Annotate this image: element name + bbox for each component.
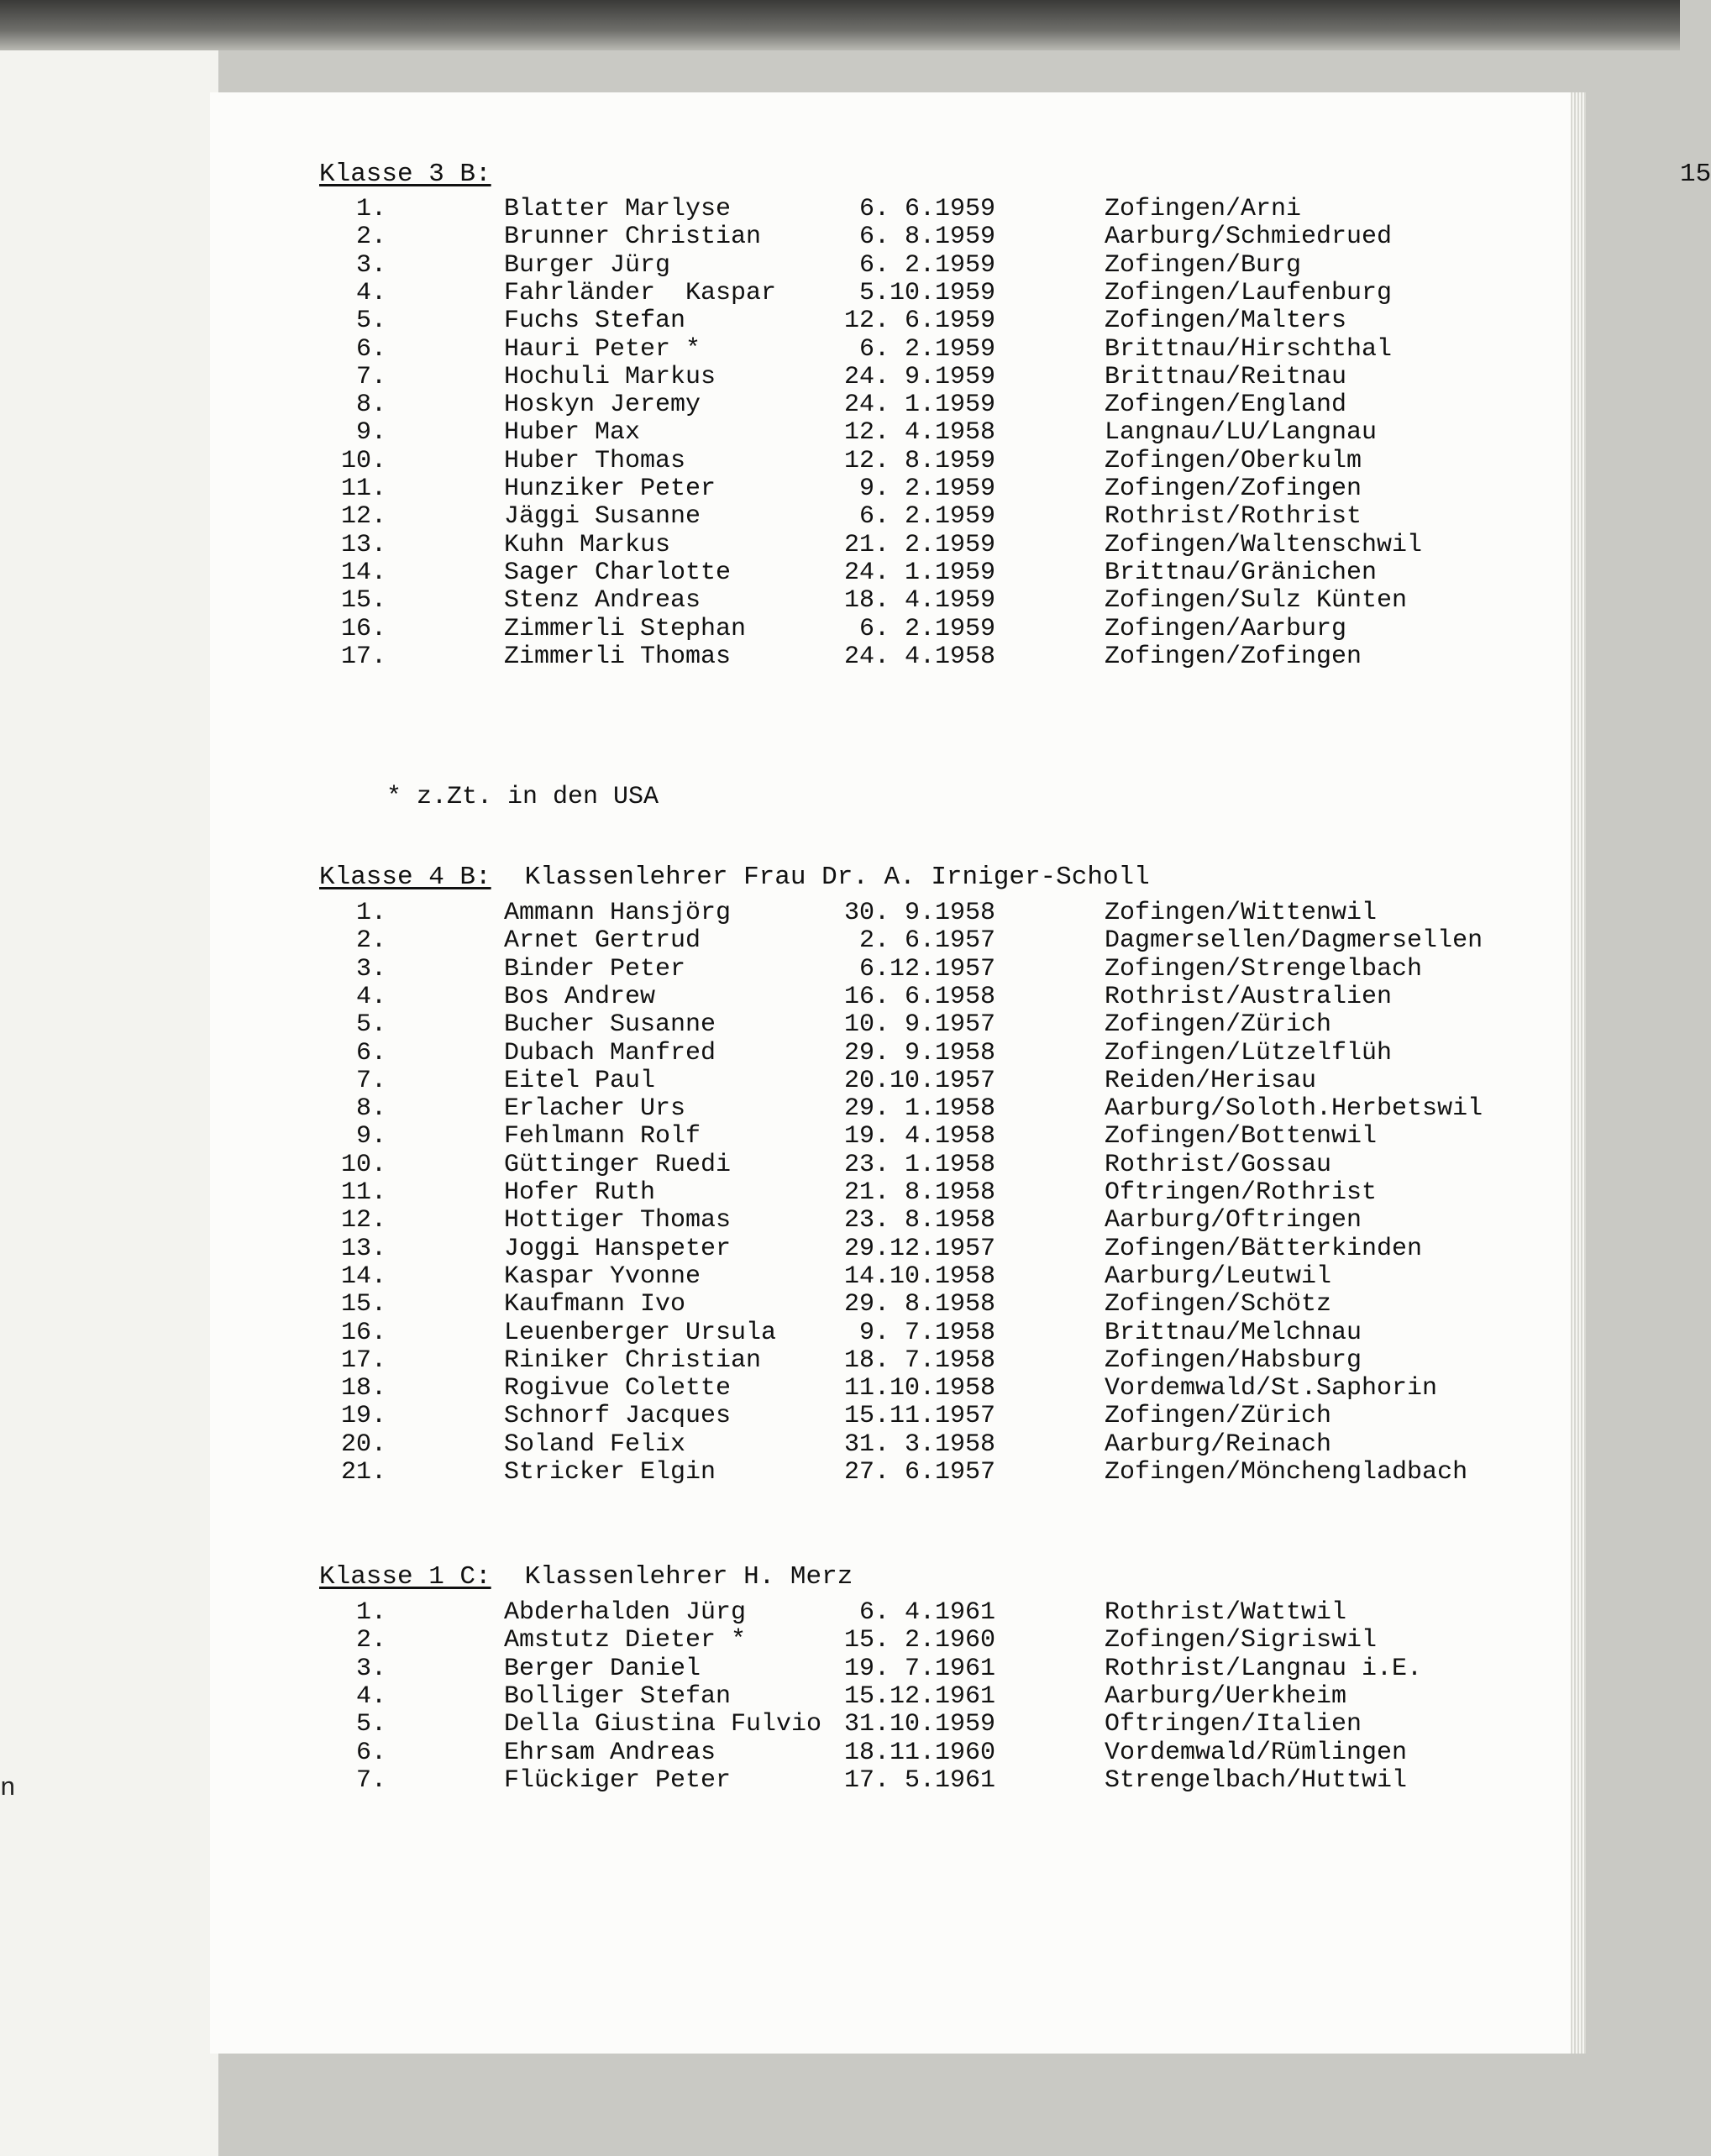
student-name: Zimmerli Thomas bbox=[504, 642, 732, 671]
student-row bbox=[328, 1039, 1546, 1068]
birth-date: 31. 3.1958 bbox=[843, 1429, 995, 1459]
student-row bbox=[328, 586, 1546, 615]
student-row bbox=[328, 475, 1546, 503]
student-number: 1. bbox=[355, 1598, 386, 1627]
student-number: 9. bbox=[355, 418, 386, 448]
birth-date: 19. 4.1958 bbox=[843, 1122, 995, 1151]
section-heading bbox=[319, 1562, 853, 1592]
birth-date: 12. 4.1958 bbox=[843, 418, 995, 448]
birth-date: 24. 1.1959 bbox=[843, 391, 995, 420]
birth-date: 24. 1.1959 bbox=[843, 558, 995, 587]
student-name: Arnet Gertrud bbox=[504, 926, 701, 956]
student-name: Flückiger Peter bbox=[504, 1765, 732, 1795]
section-heading bbox=[319, 863, 1150, 892]
student-number: 20. bbox=[340, 1429, 386, 1459]
birth-date: 15. 2.1960 bbox=[843, 1626, 995, 1655]
birth-date: 9. 2.1959 bbox=[858, 475, 995, 503]
student-row bbox=[328, 926, 1546, 955]
residence-origin: Oftringen/Rothrist bbox=[1105, 1178, 1378, 1207]
student-row bbox=[328, 251, 1546, 280]
student-name: Hauri Peter * bbox=[504, 334, 701, 364]
student-number: 2. bbox=[355, 926, 386, 956]
residence-origin: Zofingen/Sulz Künten bbox=[1105, 586, 1408, 616]
student-name: Leuenberger Ursula bbox=[504, 1318, 777, 1347]
student-row bbox=[328, 1402, 1546, 1430]
residence-origin: Zofingen/Habsburg bbox=[1105, 1346, 1362, 1375]
student-name: Burger Jürg bbox=[504, 250, 671, 280]
birth-date: 6.12.1957 bbox=[858, 954, 995, 984]
student-name: Kuhn Markus bbox=[504, 530, 671, 559]
birth-date: 15.12.1961 bbox=[843, 1681, 995, 1711]
birth-date: 29. 9.1958 bbox=[843, 1038, 995, 1068]
student-name: Berger Daniel bbox=[504, 1654, 701, 1683]
student-name: Stenz Andreas bbox=[504, 586, 701, 616]
student-number: 16. bbox=[340, 1318, 386, 1347]
student-number: 18. bbox=[340, 1374, 386, 1403]
student-name: Ammann Hansjörg bbox=[504, 899, 732, 927]
birth-date: 12. 6.1959 bbox=[843, 307, 995, 336]
birth-date: 24. 9.1959 bbox=[843, 362, 995, 391]
facing-page-text-fragment: n bbox=[0, 1774, 16, 1803]
student-name: Huber Thomas bbox=[504, 446, 686, 475]
student-name: Hottiger Thomas bbox=[504, 1206, 732, 1235]
student-name: Bos Andrew bbox=[504, 982, 656, 1011]
residence-origin: Brittnau/Gränichen bbox=[1105, 558, 1378, 587]
student-row bbox=[328, 1235, 1546, 1263]
residence-origin: Brittnau/Reitnau bbox=[1105, 362, 1347, 391]
student-name: Bucher Susanne bbox=[504, 1010, 716, 1040]
birth-date: 31.10.1959 bbox=[843, 1710, 995, 1739]
birth-date: 19. 7.1961 bbox=[843, 1654, 995, 1683]
birth-date: 18. 7.1958 bbox=[843, 1346, 995, 1375]
birth-date: 9. 7.1958 bbox=[858, 1318, 995, 1347]
residence-origin: Brittnau/Hirschthal bbox=[1105, 334, 1393, 364]
student-number: 3. bbox=[355, 954, 386, 984]
student-number: 5. bbox=[355, 1010, 386, 1040]
class-label: Klasse 4 B: bbox=[319, 863, 491, 892]
student-number: 15. bbox=[340, 586, 386, 616]
birth-date: 18. 4.1959 bbox=[843, 586, 995, 616]
student-number: 1. bbox=[355, 899, 386, 927]
birth-date: 5.10.1959 bbox=[858, 278, 995, 307]
student-number: 14. bbox=[340, 558, 386, 587]
residence-origin: Aarburg/Leutwil bbox=[1105, 1262, 1332, 1291]
birth-date: 24. 4.1958 bbox=[843, 642, 995, 671]
student-number: 6. bbox=[355, 334, 386, 364]
student-name: Soland Felix bbox=[504, 1429, 686, 1459]
student-name: Rogivue Colette bbox=[504, 1374, 732, 1403]
student-row bbox=[328, 223, 1546, 251]
residence-origin: Strengelbach/Huttwil bbox=[1105, 1765, 1408, 1795]
birth-date: 29.12.1957 bbox=[843, 1234, 995, 1263]
student-name: Della Giustina Fulvio bbox=[504, 1710, 822, 1739]
student-row bbox=[328, 418, 1546, 447]
student-row bbox=[328, 1374, 1546, 1403]
student-name: Fuchs Stefan bbox=[504, 307, 686, 336]
student-number: 14. bbox=[340, 1262, 386, 1291]
birth-date: 6. 2.1959 bbox=[858, 614, 995, 643]
student-name: Abderhalden Jürg bbox=[504, 1598, 747, 1627]
birth-date: 6. 8.1959 bbox=[858, 223, 995, 252]
student-name: Hofer Ruth bbox=[504, 1178, 656, 1207]
residence-origin: Rothrist/Gossau bbox=[1105, 1150, 1332, 1179]
student-number: 6. bbox=[355, 1738, 386, 1767]
student-row bbox=[328, 1151, 1546, 1179]
residence-origin: Dagmersellen/Dagmersellen bbox=[1105, 926, 1483, 956]
birth-date: 6. 4.1961 bbox=[858, 1598, 995, 1627]
student-row bbox=[328, 1290, 1546, 1319]
student-row bbox=[328, 1682, 1546, 1711]
birth-date: 23. 8.1958 bbox=[843, 1206, 995, 1235]
student-row bbox=[328, 983, 1546, 1011]
student-row bbox=[328, 1346, 1546, 1375]
birth-date: 21. 8.1958 bbox=[843, 1178, 995, 1207]
residence-origin: Zofingen/Oberkulm bbox=[1105, 446, 1362, 475]
student-name: Brunner Christian bbox=[504, 223, 762, 252]
residence-origin: Rothrist/Wattwil bbox=[1105, 1598, 1347, 1627]
section-heading bbox=[319, 160, 525, 189]
birth-date: 29. 1.1958 bbox=[843, 1094, 995, 1124]
student-name: Joggi Hanspeter bbox=[504, 1234, 732, 1263]
birth-date: 12. 8.1959 bbox=[843, 446, 995, 475]
student-row bbox=[328, 1094, 1546, 1123]
student-number: 8. bbox=[355, 391, 386, 420]
residence-origin: Zofingen/Zürich bbox=[1105, 1402, 1332, 1431]
residence-origin: Zofingen/Strengelbach bbox=[1105, 954, 1423, 984]
student-row bbox=[328, 335, 1546, 364]
student-name: Kaspar Yvonne bbox=[504, 1262, 701, 1291]
student-number: 7. bbox=[355, 1066, 386, 1095]
student-number: 8. bbox=[355, 1094, 386, 1124]
student-name: Hoskyn Jeremy bbox=[504, 391, 701, 420]
student-number: 9. bbox=[355, 1122, 386, 1151]
student-name: Fahrländer Kaspar bbox=[504, 278, 777, 307]
residence-origin: Zofingen/Zürich bbox=[1105, 1010, 1332, 1040]
residence-origin: Brittnau/Melchnau bbox=[1105, 1318, 1362, 1347]
student-number: 4. bbox=[355, 278, 386, 307]
student-number: 10. bbox=[340, 1150, 386, 1179]
residence-origin: Zofingen/Wittenwil bbox=[1105, 899, 1378, 927]
birth-date: 10. 9.1957 bbox=[843, 1010, 995, 1040]
student-name: Amstutz Dieter * bbox=[504, 1626, 747, 1655]
residence-origin: Zofingen/Bätterkinden bbox=[1105, 1234, 1423, 1263]
student-row bbox=[328, 1598, 1546, 1627]
birth-date: 17. 5.1961 bbox=[843, 1765, 995, 1795]
birth-date: 6. 2.1959 bbox=[858, 250, 995, 280]
student-row bbox=[328, 531, 1546, 559]
student-name: Güttinger Ruedi bbox=[504, 1150, 732, 1179]
student-row bbox=[328, 391, 1546, 419]
student-row bbox=[328, 1626, 1546, 1655]
student-name: Blatter Marlyse bbox=[504, 195, 732, 223]
student-number: 12. bbox=[340, 502, 386, 532]
residence-origin: Langnau/LU/Langnau bbox=[1105, 418, 1378, 448]
student-row bbox=[328, 502, 1546, 531]
student-number: 13. bbox=[340, 530, 386, 559]
residence-origin: Aarburg/Schmiedrued bbox=[1105, 223, 1393, 252]
student-number: 2. bbox=[355, 223, 386, 252]
student-name: Hochuli Markus bbox=[504, 362, 716, 391]
student-row bbox=[328, 1430, 1546, 1459]
document-page bbox=[210, 92, 1711, 2054]
residence-origin: Oftringen/Italien bbox=[1105, 1710, 1362, 1739]
residence-origin: Reiden/Herisau bbox=[1105, 1066, 1317, 1095]
class-teacher: Klassenlehrer H. Merz bbox=[524, 1562, 853, 1592]
student-row bbox=[328, 955, 1546, 984]
residence-origin: Zofingen/Zofingen bbox=[1105, 475, 1362, 503]
student-number: 2. bbox=[355, 1626, 386, 1655]
student-name: Bolliger Stefan bbox=[504, 1681, 732, 1711]
student-name: Dubach Manfred bbox=[504, 1038, 716, 1068]
birth-date: 27. 6.1957 bbox=[843, 1458, 995, 1487]
student-row bbox=[328, 615, 1546, 643]
residence-origin: Rothrist/Rothrist bbox=[1105, 502, 1362, 532]
student-number: 17. bbox=[340, 1346, 386, 1375]
student-number: 3. bbox=[355, 1654, 386, 1683]
residence-origin: Zofingen/Laufenburg bbox=[1105, 278, 1393, 307]
student-name: Binder Peter bbox=[504, 954, 686, 984]
student-row bbox=[328, 1206, 1546, 1235]
residence-origin: Zofingen/Mönchengladbach bbox=[1105, 1458, 1468, 1487]
student-row bbox=[328, 1319, 1546, 1347]
student-number: 16. bbox=[340, 614, 386, 643]
student-row bbox=[328, 1178, 1546, 1207]
birth-date: 29. 8.1958 bbox=[843, 1290, 995, 1319]
student-number: 5. bbox=[355, 1710, 386, 1739]
residence-origin: Zofingen/Waltenschwil bbox=[1105, 530, 1423, 559]
student-name: Stricker Elgin bbox=[504, 1458, 716, 1487]
student-name: Zimmerli Stephan bbox=[504, 614, 747, 643]
birth-date: 16. 6.1958 bbox=[843, 982, 995, 1011]
student-row bbox=[328, 559, 1546, 587]
facing-page bbox=[0, 50, 218, 2156]
student-number: 21. bbox=[340, 1458, 386, 1487]
residence-origin: Vordemwald/St.Saphorin bbox=[1105, 1374, 1438, 1403]
student-row bbox=[328, 307, 1546, 335]
student-number: 12. bbox=[340, 1206, 386, 1235]
scan-border bbox=[0, 0, 1680, 50]
student-name: Huber Max bbox=[504, 418, 641, 448]
student-name: Fehlmann Rolf bbox=[504, 1122, 701, 1151]
student-number: 11. bbox=[340, 1178, 386, 1207]
student-row bbox=[328, 1010, 1546, 1039]
class-label: Klasse 3 B: bbox=[319, 160, 491, 189]
student-name: Ehrsam Andreas bbox=[504, 1738, 716, 1767]
birth-date: 14.10.1958 bbox=[843, 1262, 995, 1291]
student-number: 7. bbox=[355, 362, 386, 391]
residence-origin: Zofingen/Malters bbox=[1105, 307, 1347, 336]
student-row bbox=[328, 363, 1546, 391]
residence-origin: Aarburg/Reinach bbox=[1105, 1429, 1332, 1459]
student-name: Erlacher Urs bbox=[504, 1094, 686, 1124]
student-number: 7. bbox=[355, 1765, 386, 1795]
student-number: 11. bbox=[340, 475, 386, 503]
student-row bbox=[328, 1710, 1546, 1739]
student-row bbox=[328, 1122, 1546, 1151]
student-number: 4. bbox=[355, 982, 386, 1011]
student-name: Eitel Paul bbox=[504, 1066, 656, 1095]
residence-origin: Rothrist/Australien bbox=[1105, 982, 1393, 1011]
birth-date: 2. 6.1957 bbox=[858, 926, 995, 956]
student-row bbox=[328, 899, 1546, 927]
student-name: Hunziker Peter bbox=[504, 475, 716, 503]
student-name: Sager Charlotte bbox=[504, 558, 732, 587]
residence-origin: Zofingen/Sigriswil bbox=[1105, 1626, 1378, 1655]
student-row bbox=[328, 447, 1546, 475]
student-row bbox=[328, 1655, 1546, 1683]
residence-origin: Vordemwald/Rümlingen bbox=[1105, 1738, 1408, 1767]
student-number: 15. bbox=[340, 1290, 386, 1319]
residence-origin: Aarburg/Soloth.Herbetswil bbox=[1105, 1094, 1483, 1124]
class-teacher: Klassenlehrer Frau Dr. A. Irniger-Scholl bbox=[524, 863, 1150, 892]
birth-date: 15.11.1957 bbox=[843, 1402, 995, 1431]
page-number: 15 bbox=[1680, 160, 1711, 189]
student-number: 10. bbox=[340, 446, 386, 475]
student-row bbox=[328, 1739, 1546, 1767]
student-row bbox=[328, 195, 1546, 223]
student-row bbox=[328, 1262, 1546, 1291]
student-number: 6. bbox=[355, 1038, 386, 1068]
residence-origin: Zofingen/Arni bbox=[1105, 195, 1302, 223]
birth-date: 6. 2.1959 bbox=[858, 334, 995, 364]
residence-origin: Zofingen/Lützelflüh bbox=[1105, 1038, 1393, 1068]
birth-date: 30. 9.1958 bbox=[843, 899, 995, 927]
student-name: Jäggi Susanne bbox=[504, 502, 701, 532]
residence-origin: Aarburg/Uerkheim bbox=[1105, 1681, 1347, 1711]
student-number: 4. bbox=[355, 1681, 386, 1711]
birth-date: 11.10.1958 bbox=[843, 1374, 995, 1403]
birth-date: 23. 1.1958 bbox=[843, 1150, 995, 1179]
footnote: * z.Zt. in den USA bbox=[386, 783, 659, 811]
student-name: Kaufmann Ivo bbox=[504, 1290, 686, 1319]
residence-origin: Rothrist/Langnau i.E. bbox=[1105, 1654, 1423, 1683]
student-row bbox=[328, 1458, 1546, 1487]
residence-origin: Zofingen/Burg bbox=[1105, 250, 1302, 280]
residence-origin: Zofingen/England bbox=[1105, 391, 1347, 420]
birth-date: 21. 2.1959 bbox=[843, 530, 995, 559]
residence-origin: Zofingen/Schötz bbox=[1105, 1290, 1332, 1319]
student-name: Riniker Christian bbox=[504, 1346, 762, 1375]
residence-origin: Zofingen/Zofingen bbox=[1105, 642, 1362, 671]
student-row bbox=[328, 1766, 1546, 1795]
residence-origin: Zofingen/Bottenwil bbox=[1105, 1122, 1378, 1151]
residence-origin: Aarburg/Oftringen bbox=[1105, 1206, 1362, 1235]
birth-date: 6. 2.1959 bbox=[858, 502, 995, 532]
birth-date: 6. 6.1959 bbox=[858, 195, 995, 223]
student-name: Schnorf Jacques bbox=[504, 1402, 732, 1431]
birth-date: 18.11.1960 bbox=[843, 1738, 995, 1767]
student-number: 17. bbox=[340, 642, 386, 671]
birth-date: 20.10.1957 bbox=[843, 1066, 995, 1095]
student-number: 19. bbox=[340, 1402, 386, 1431]
residence-origin: Zofingen/Aarburg bbox=[1105, 614, 1347, 643]
student-number: 3. bbox=[355, 250, 386, 280]
student-number: 13. bbox=[340, 1234, 386, 1263]
student-row bbox=[328, 1067, 1546, 1095]
student-number: 5. bbox=[355, 307, 386, 336]
student-row bbox=[328, 643, 1546, 671]
class-label: Klasse 1 C: bbox=[319, 1562, 491, 1592]
student-number: 1. bbox=[355, 195, 386, 223]
page-stack-edge bbox=[1571, 92, 1586, 2054]
student-row bbox=[328, 279, 1546, 307]
